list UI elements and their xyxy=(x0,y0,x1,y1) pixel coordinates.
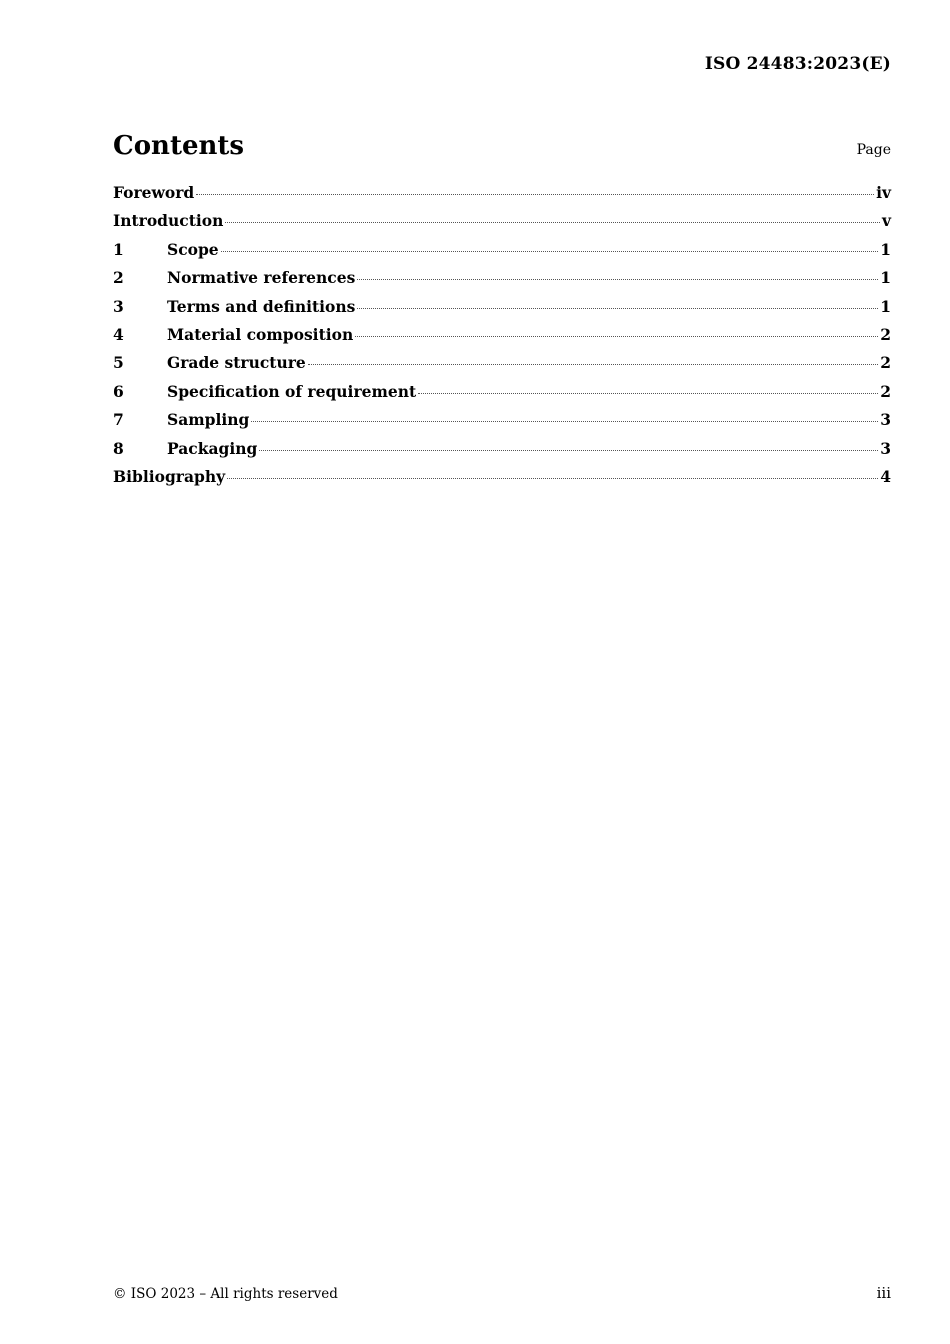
toc-entry-title: Normative references xyxy=(167,268,356,288)
toc-entry-number: 8 xyxy=(113,438,124,458)
toc-entry-title: Material composition xyxy=(167,324,354,344)
toc-entry-number: 7 xyxy=(113,410,124,430)
dot-leader xyxy=(355,336,878,337)
toc-entry-specification-of-requirement[interactable] xyxy=(113,382,891,410)
toc-entry-bibliography[interactable] xyxy=(113,467,891,495)
toc-entry-page: 3 xyxy=(880,438,891,458)
dot-leader xyxy=(418,393,878,394)
toc-entry-page: 1 xyxy=(880,239,891,259)
toc-entry-number: 1 xyxy=(113,239,124,259)
dot-leader xyxy=(221,251,879,252)
dot-leader xyxy=(357,279,878,280)
dot-leader xyxy=(251,421,878,422)
toc-entry-grade-structure[interactable] xyxy=(113,353,891,381)
toc-entry-page: 2 xyxy=(880,381,891,401)
toc-entry-page: 3 xyxy=(880,410,891,430)
toc-entry-introduction[interactable] xyxy=(113,211,891,239)
toc-entry-page: 1 xyxy=(880,268,891,288)
toc-entry-number: 5 xyxy=(113,353,124,373)
copyright-notice: © ISO 2023 – All rights reserved xyxy=(113,1286,338,1302)
toc-entry-number: 4 xyxy=(113,324,124,344)
toc-entry-page: 4 xyxy=(880,466,891,486)
toc-entry-title: Specification of requirement xyxy=(167,381,417,401)
toc-entry-title: Sampling xyxy=(167,410,250,430)
contents-header xyxy=(113,131,891,161)
toc-entry-foreword[interactable] xyxy=(113,183,891,211)
toc-entry-page: 2 xyxy=(880,324,891,344)
toc-entry-title: Introduction xyxy=(113,211,224,231)
dot-leader xyxy=(196,194,874,195)
toc-entry-material-composition[interactable] xyxy=(113,325,891,353)
toc-entry-title: Scope xyxy=(167,239,219,259)
dot-leader xyxy=(308,364,878,365)
dot-leader xyxy=(259,450,878,451)
toc-entry-number: 2 xyxy=(113,268,124,288)
toc-entry-number: 6 xyxy=(113,381,124,401)
toc-entry-page: 2 xyxy=(880,353,891,373)
toc-entry-sampling[interactable] xyxy=(113,410,891,438)
table-of-contents xyxy=(113,183,891,495)
dot-leader xyxy=(225,222,880,223)
toc-entry-terms-and-definitions[interactable] xyxy=(113,297,891,325)
dot-leader xyxy=(357,308,878,309)
toc-entry-packaging[interactable] xyxy=(113,439,891,467)
toc-entry-number: 3 xyxy=(113,296,124,316)
toc-entry-title: Bibliography xyxy=(113,466,226,486)
toc-entry-scope[interactable] xyxy=(113,240,891,268)
document-id: ISO 24483:2023(E) xyxy=(704,54,891,74)
toc-entry-title: Foreword xyxy=(113,183,195,202)
toc-entry-page: v xyxy=(881,211,891,231)
toc-entry-normative-references[interactable] xyxy=(113,268,891,296)
contents-title: Contents xyxy=(113,131,245,161)
page-column-label: Page xyxy=(856,142,891,158)
page-number: iii xyxy=(876,1284,891,1302)
toc-entry-title: Grade structure xyxy=(167,353,306,373)
toc-entry-title: Packaging xyxy=(167,438,258,458)
toc-entry-page: 1 xyxy=(880,296,891,316)
dot-leader xyxy=(227,478,878,479)
toc-entry-page: iv xyxy=(876,183,891,202)
toc-entry-title: Terms and definitions xyxy=(167,296,356,316)
